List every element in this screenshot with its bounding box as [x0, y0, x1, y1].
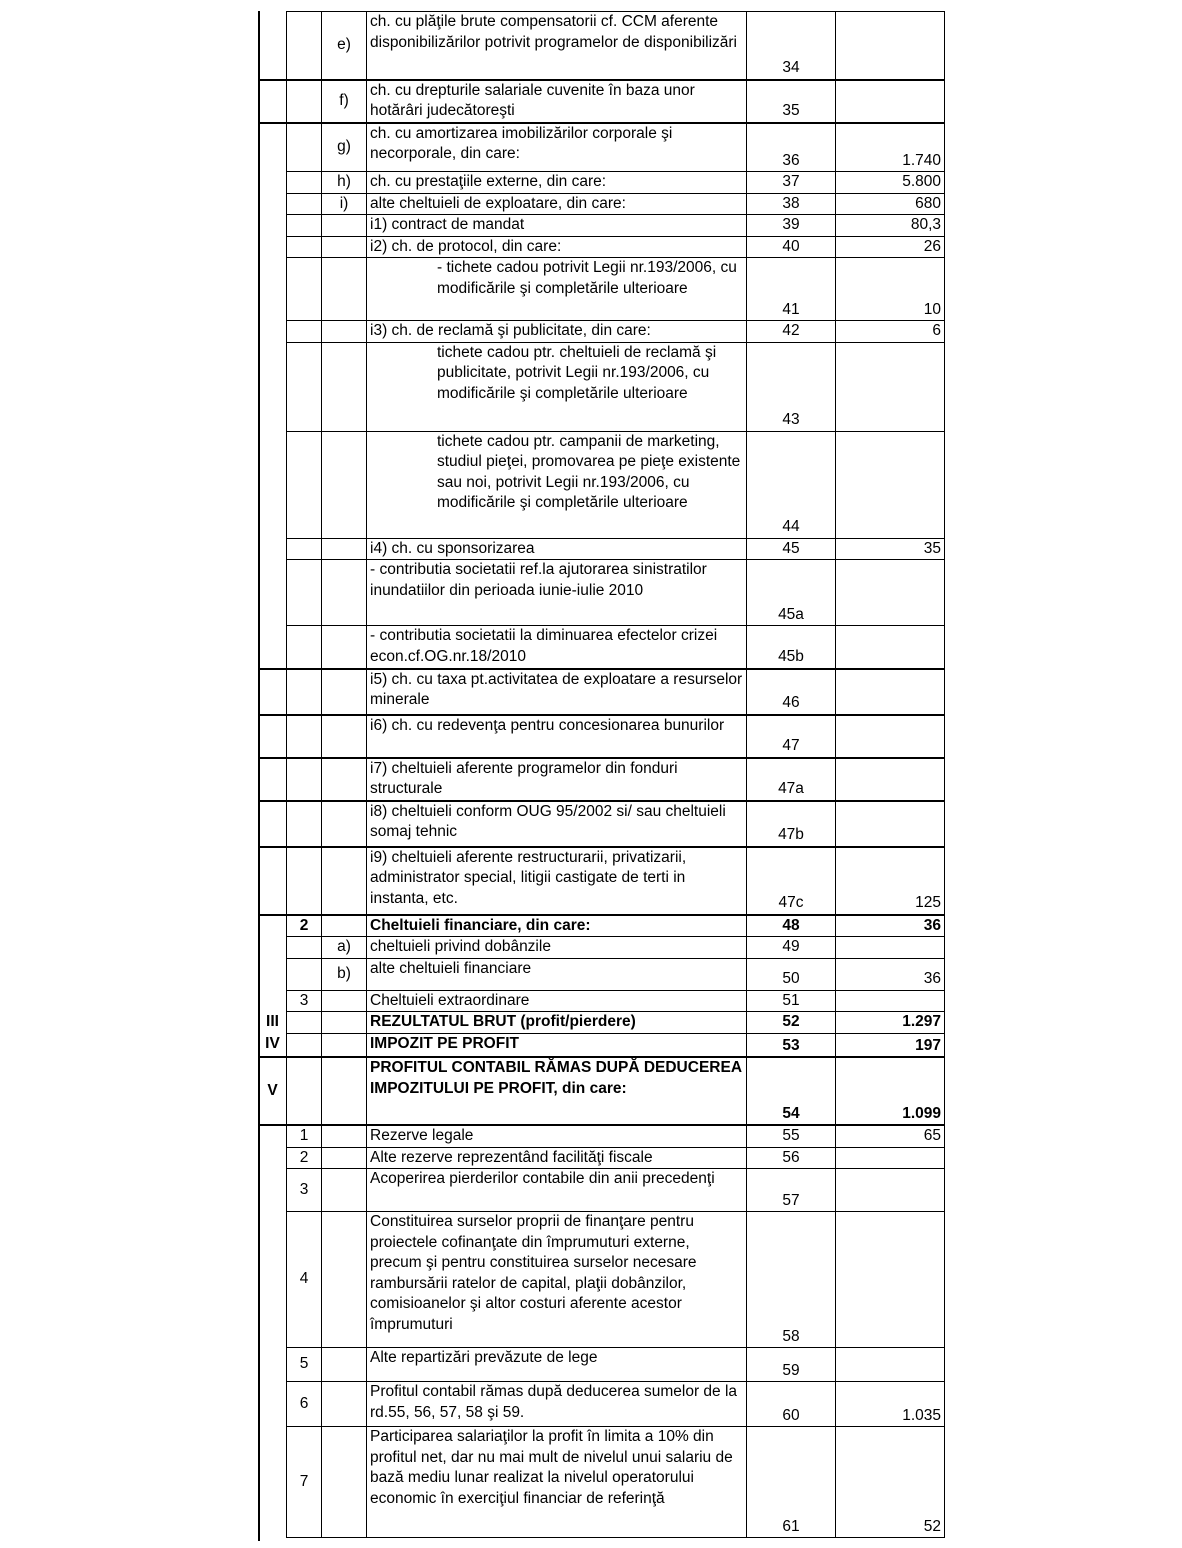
subitem-letter-cell: [322, 1057, 367, 1125]
item-number-cell: [287, 172, 322, 194]
section-number-cell: [259, 1169, 287, 1212]
item-number-cell: [287, 258, 322, 321]
row-number-cell: 54: [747, 1057, 836, 1125]
value-cell: 1.740: [836, 123, 945, 172]
subitem-letter-cell: [322, 1147, 367, 1169]
section-number-cell: [259, 123, 287, 172]
value-cell: 36: [836, 958, 945, 990]
item-number-cell: 1: [287, 1125, 322, 1147]
section-number-cell: [259, 847, 287, 915]
item-number-cell: [287, 431, 322, 538]
value-cell: [836, 1348, 945, 1382]
row-number-cell: 48: [747, 915, 836, 937]
section-number-cell: [259, 958, 287, 990]
section-number-cell: [259, 1147, 287, 1169]
item-number-cell: [287, 215, 322, 237]
subitem-letter-cell: [322, 1125, 367, 1147]
subitem-letter-cell: i): [322, 193, 367, 215]
table-row: [259, 915, 945, 937]
table-row: [259, 80, 945, 123]
table-row: [259, 258, 945, 321]
table-row: [259, 123, 945, 172]
item-number-cell: [287, 1057, 322, 1125]
indicator-description-cell: REZULTATUL BRUT (profit/pierdere): [367, 1012, 747, 1034]
indicator-description-cell: ch. cu prestaţiile externe, din care:: [367, 172, 747, 194]
subitem-letter-cell: [322, 1382, 367, 1427]
table-row: [259, 847, 945, 915]
section-number-cell: [259, 431, 287, 538]
item-number-cell: 6: [287, 1382, 322, 1427]
table-row: [259, 937, 945, 959]
indicator-description-cell: i6) ch. cu redevenţa pentru concesionarea bunurilor: [367, 715, 747, 758]
section-number-cell: [259, 626, 287, 669]
indicator-description-cell: Rezerve legale: [367, 1125, 747, 1147]
section-number-cell: [259, 1212, 287, 1348]
value-cell: [836, 560, 945, 626]
indicator-description-cell: i9) cheltuieli aferente restructurarii, privatizarii, administrator special, litigii castigate de terti in instanta, etc.: [367, 847, 747, 915]
indicator-description-cell: tichete cadou ptr. cheltuieli de reclamă şi publicitate, potrivit Legii nr.193/2006, cu modificările şi completările ulterioare: [367, 342, 747, 431]
value-cell: 52: [836, 1427, 945, 1538]
section-number-cell: [259, 560, 287, 626]
value-cell: [836, 990, 945, 1012]
item-number-cell: 4: [287, 1212, 322, 1348]
subitem-letter-cell: [322, 236, 367, 258]
table-row: [259, 172, 945, 194]
row-number-cell: 39: [747, 215, 836, 237]
indicator-description-cell: i3) ch. de reclamă şi publicitate, din care:: [367, 321, 747, 343]
row-number-cell: 59: [747, 1348, 836, 1382]
subitem-letter-cell: [322, 321, 367, 343]
indicator-description-cell: Alte repartizări prevăzute de lege: [367, 1348, 747, 1382]
indicator-description-cell: ch. cu plăţile brute compensatorii cf. CCM aferente disponibilizărilor potrivit programelor de disponibilizări: [367, 12, 747, 80]
section-number-cell: [259, 342, 287, 431]
item-number-cell: [287, 801, 322, 847]
item-number-cell: 7: [287, 1427, 322, 1538]
section-number-cell: [259, 915, 287, 937]
row-number-cell: 50: [747, 958, 836, 990]
item-number-cell: [287, 626, 322, 669]
indicator-description-cell: ch. cu amortizarea imobilizărilor corporale şi necorporale, din care:: [367, 123, 747, 172]
item-number-cell: [287, 1012, 322, 1034]
section-number-cell: [259, 937, 287, 959]
item-number-cell: [287, 193, 322, 215]
value-cell: [836, 1147, 945, 1169]
table-row: [259, 1057, 945, 1125]
item-number-cell: [287, 937, 322, 959]
row-number-cell: 49: [747, 937, 836, 959]
item-number-cell: [287, 560, 322, 626]
table-row: [259, 431, 945, 538]
row-number-cell: 53: [747, 1033, 836, 1057]
subitem-letter-cell: [322, 758, 367, 801]
indicator-description-cell: i7) cheltuieli aferente programelor din fonduri structurale: [367, 758, 747, 801]
value-cell: 6: [836, 321, 945, 343]
indicator-description-cell: Constituirea surselor proprii de finanţare pentru proiectele cofinanţate din împrumuturi externe, precum şi pentru constituirea surselor necesare rambursării ratelor de capital, plaţii dobânzilor, comisioanelor şi altor costuri aferente acestor împrumuturi: [367, 1212, 747, 1348]
section-number-cell: [259, 1125, 287, 1147]
indicator-description-cell: i5) ch. cu taxa pt.activitatea de exploatare a resurselor minerale: [367, 669, 747, 715]
row-number-cell: 34: [747, 12, 836, 80]
section-number-cell: IV: [259, 1033, 287, 1057]
value-cell: [836, 431, 945, 538]
financial-table: [258, 11, 945, 1538]
item-number-cell: 3: [287, 1169, 322, 1212]
table-row: [259, 958, 945, 990]
subitem-letter-cell: [322, 560, 367, 626]
table-row: [259, 538, 945, 560]
item-number-cell: [287, 847, 322, 915]
row-number-cell: 47c: [747, 847, 836, 915]
subitem-letter-cell: [322, 715, 367, 758]
row-number-cell: 56: [747, 1147, 836, 1169]
subitem-letter-cell: [322, 431, 367, 538]
table-row: [259, 12, 945, 80]
section-number-cell: [259, 172, 287, 194]
row-number-cell: 47b: [747, 801, 836, 847]
row-number-cell: 45: [747, 538, 836, 560]
item-number-cell: [287, 12, 322, 80]
indicator-description-cell: cheltuieli privind dobânzile: [367, 937, 747, 959]
section-number-cell: V: [259, 1057, 287, 1125]
value-cell: [836, 669, 945, 715]
item-number-cell: 2: [287, 1147, 322, 1169]
item-number-cell: 2: [287, 915, 322, 937]
item-number-cell: 3: [287, 990, 322, 1012]
section-number-cell: [259, 669, 287, 715]
table-row: [259, 626, 945, 669]
table-row: [259, 1427, 945, 1538]
subitem-letter-cell: [322, 1212, 367, 1348]
indicator-description-cell: i1) contract de mandat: [367, 215, 747, 237]
item-number-cell: [287, 1033, 322, 1057]
value-cell: 680: [836, 193, 945, 215]
row-number-cell: 45a: [747, 560, 836, 626]
section-number-cell: [259, 990, 287, 1012]
section-number-cell: [259, 258, 287, 321]
item-number-cell: [287, 123, 322, 172]
value-cell: 1.099: [836, 1057, 945, 1125]
table-row: [259, 1012, 945, 1034]
subitem-letter-cell: [322, 847, 367, 915]
row-number-cell: 44: [747, 431, 836, 538]
section-number-cell: [259, 758, 287, 801]
indicator-description-cell: Cheltuieli extraordinare: [367, 990, 747, 1012]
row-number-cell: 58: [747, 1212, 836, 1348]
row-number-cell: 45b: [747, 626, 836, 669]
indicator-description-cell: alte cheltuieli financiare: [367, 958, 747, 990]
subitem-letter-cell: b): [322, 958, 367, 990]
table-row: [259, 1169, 945, 1212]
table-row: [259, 1033, 945, 1057]
indicator-description-cell: Cheltuieli financiare, din care:: [367, 915, 747, 937]
row-number-cell: 37: [747, 172, 836, 194]
indicator-description-cell: PROFITUL CONTABIL RĂMAS DUPĂ DEDUCEREA IMPOZITULUI PE PROFIT, din care:: [367, 1057, 747, 1125]
table-row: [259, 1382, 945, 1427]
section-number-cell: [259, 236, 287, 258]
row-number-cell: 46: [747, 669, 836, 715]
indicator-description-cell: Profitul contabil rămas după deducerea sumelor de la rd.55, 56, 57, 58 şi 59.: [367, 1382, 747, 1427]
section-number-cell: [259, 321, 287, 343]
value-cell: 197: [836, 1033, 945, 1057]
item-number-cell: 5: [287, 1348, 322, 1382]
subitem-letter-cell: [322, 1427, 367, 1538]
row-number-cell: 55: [747, 1125, 836, 1147]
value-cell: 35: [836, 538, 945, 560]
value-cell: 125: [836, 847, 945, 915]
subitem-letter-cell: [322, 915, 367, 937]
subitem-letter-cell: [322, 215, 367, 237]
row-number-cell: 38: [747, 193, 836, 215]
value-cell: 65: [836, 1125, 945, 1147]
row-number-cell: 40: [747, 236, 836, 258]
value-cell: 80,3: [836, 215, 945, 237]
row-number-cell: 35: [747, 80, 836, 123]
section-number-cell: [259, 801, 287, 847]
subitem-letter-cell: [322, 1033, 367, 1057]
value-cell: 1.297: [836, 1012, 945, 1034]
value-cell: [836, 937, 945, 959]
indicator-description-cell: Participarea salariaţilor la profit în limita a 10% din profitul net, dar nu mai mult de nivelul unui salariu de bază mediu lunar realizat la nivelul operatorului economic în exerciţiul financiar de referinţă: [367, 1427, 747, 1538]
section-number-cell: [259, 12, 287, 80]
section-number-cell: [259, 1348, 287, 1382]
table-row: [259, 1212, 945, 1348]
value-cell: [836, 626, 945, 669]
table-row: [259, 990, 945, 1012]
indicator-description-cell: - contributia societatii la diminuarea efectelor crizei econ.cf.OG.nr.18/2010: [367, 626, 747, 669]
value-cell: [836, 758, 945, 801]
subitem-letter-cell: [322, 342, 367, 431]
indicator-description-cell: alte cheltuieli de exploatare, din care:: [367, 193, 747, 215]
row-number-cell: 36: [747, 123, 836, 172]
section-number-cell: [259, 193, 287, 215]
item-number-cell: [287, 80, 322, 123]
financial-table-sheet: [258, 11, 944, 1538]
table-row: [259, 669, 945, 715]
section-number-cell: [259, 1427, 287, 1538]
indicator-description-cell: - contributia societatii ref.la ajutorarea sinistratilor inundatiilor din perioada iunie-iulie 2010: [367, 560, 747, 626]
section-number-cell: [259, 215, 287, 237]
subitem-letter-cell: [322, 626, 367, 669]
indicator-description-cell: IMPOZIT PE PROFIT: [367, 1033, 747, 1057]
value-cell: [836, 801, 945, 847]
item-number-cell: [287, 342, 322, 431]
row-number-cell: 43: [747, 342, 836, 431]
row-number-cell: 52: [747, 1012, 836, 1034]
subitem-letter-cell: a): [322, 937, 367, 959]
subitem-letter-cell: e): [322, 12, 367, 80]
item-number-cell: [287, 669, 322, 715]
value-cell: 1.035: [836, 1382, 945, 1427]
value-cell: [836, 1169, 945, 1212]
indicator-description-cell: ch. cu drepturile salariale cuvenite în baza unor hotărâri judecătoreşti: [367, 80, 747, 123]
subitem-letter-cell: [322, 801, 367, 847]
table-row: [259, 801, 945, 847]
indicator-description-cell: i8) cheltuieli conform OUG 95/2002 si/ sau cheltuieli somaj tehnic: [367, 801, 747, 847]
table-row: [259, 236, 945, 258]
section-number-cell: [259, 80, 287, 123]
item-number-cell: [287, 758, 322, 801]
value-cell: 36: [836, 915, 945, 937]
item-number-cell: [287, 236, 322, 258]
indicator-description-cell: i2) ch. de protocol, din care:: [367, 236, 747, 258]
row-number-cell: 42: [747, 321, 836, 343]
indicator-description-cell: tichete cadou ptr. campanii de marketing, studiul pieţei, promovarea pe pieţe existente sau noi, potrivit Legii nr.193/2006, cu modificările şi completările ulterioare: [367, 431, 747, 538]
section-number-cell: [259, 538, 287, 560]
value-cell: 26: [836, 236, 945, 258]
row-number-cell: 60: [747, 1382, 836, 1427]
row-number-cell: 61: [747, 1427, 836, 1538]
item-number-cell: [287, 538, 322, 560]
value-cell: [836, 80, 945, 123]
table-row: [259, 321, 945, 343]
value-cell: 10: [836, 258, 945, 321]
value-cell: [836, 715, 945, 758]
subitem-letter-cell: [322, 1012, 367, 1034]
value-cell: [836, 342, 945, 431]
table-row: [259, 193, 945, 215]
subitem-letter-cell: f): [322, 80, 367, 123]
value-cell: [836, 1212, 945, 1348]
row-number-cell: 57: [747, 1169, 836, 1212]
value-cell: 5.800: [836, 172, 945, 194]
subitem-letter-cell: h): [322, 172, 367, 194]
indicator-description-cell: - tichete cadou potrivit Legii nr.193/2006, cu modificările şi completările ulterioare: [367, 258, 747, 321]
row-number-cell: 47a: [747, 758, 836, 801]
value-cell: [836, 12, 945, 80]
section-number-cell: III: [259, 1012, 287, 1034]
section-number-cell: [259, 715, 287, 758]
subitem-letter-cell: g): [322, 123, 367, 172]
item-number-cell: [287, 715, 322, 758]
row-number-cell: 41: [747, 258, 836, 321]
table-row: [259, 715, 945, 758]
row-number-cell: 47: [747, 715, 836, 758]
table-row: [259, 1147, 945, 1169]
indicator-description-cell: Acoperirea pierderilor contabile din anii precedenţi: [367, 1169, 747, 1212]
table-row: [259, 1348, 945, 1382]
table-row: [259, 215, 945, 237]
subitem-letter-cell: [322, 258, 367, 321]
indicator-description-cell: Alte rezerve reprezentând facilităţi fiscale: [367, 1147, 747, 1169]
subitem-letter-cell: [322, 990, 367, 1012]
table-row: [259, 560, 945, 626]
item-number-cell: [287, 321, 322, 343]
item-number-cell: [287, 958, 322, 990]
subitem-letter-cell: [322, 669, 367, 715]
subitem-letter-cell: [322, 1348, 367, 1382]
table-row: [259, 1125, 945, 1147]
indicator-description-cell: i4) ch. cu sponsorizarea: [367, 538, 747, 560]
table-row: [259, 758, 945, 801]
table-row: [259, 342, 945, 431]
subitem-letter-cell: [322, 538, 367, 560]
row-number-cell: 51: [747, 990, 836, 1012]
section-number-cell: [259, 1382, 287, 1427]
subitem-letter-cell: [322, 1169, 367, 1212]
